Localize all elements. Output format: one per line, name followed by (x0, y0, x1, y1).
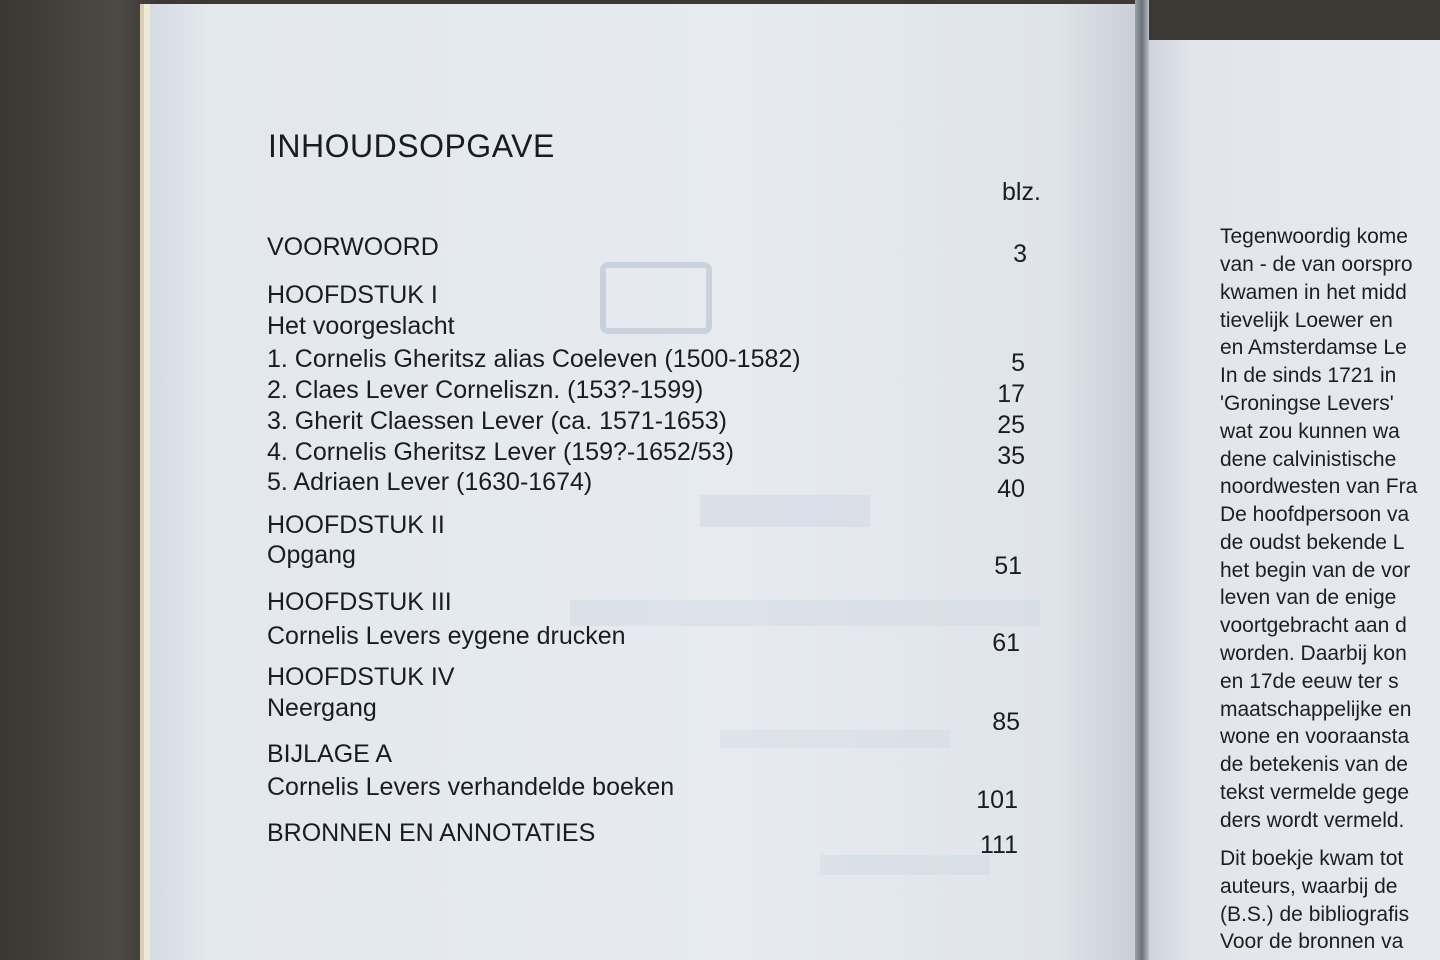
right-page-line: het begin van de vor (1220, 559, 1411, 582)
toc-chapter-title: Opgang (267, 541, 356, 569)
toc-section: 5. Adriaen Lever (1630-1674) (267, 468, 593, 496)
right-page-line: de betekenis van de (1220, 753, 1408, 776)
toc-page-number: 85 (992, 708, 1020, 736)
toc-page-number: 3 (1013, 240, 1027, 268)
right-page-line: en Amsterdamse Le (1220, 336, 1407, 359)
right-page-line: leven van de enige (1220, 586, 1397, 609)
toc-chapter-heading: HOOFDSTUK II (267, 511, 445, 539)
right-page-line: en 17de eeuw ter s (1220, 670, 1399, 693)
show-through-line (720, 730, 950, 748)
right-page-line: voortgebracht aan d (1220, 614, 1407, 637)
right-page-line: de oudst bekende L (1220, 531, 1405, 554)
right-page-line: maatschappelijke en (1220, 698, 1412, 721)
toc-section: 2. Claes Lever Corneliszn. (153?-1599) (267, 376, 704, 404)
show-through-title (700, 495, 870, 527)
toc-chapter-heading: HOOFDSTUK III (267, 588, 452, 616)
right-page-line: kwamen in het midd (1220, 281, 1407, 304)
toc-page-number: 25 (997, 411, 1025, 439)
toc-chapter-title: Neergang (267, 694, 377, 722)
right-page-line: tekst vermelde gege (1220, 781, 1410, 804)
right-page-line: Voor de bronnen va (1220, 930, 1404, 953)
toc-page-number: 51 (994, 552, 1022, 580)
right-page-line: wat zou kunnen wa (1220, 420, 1400, 443)
toc-page-number: 5 (1011, 349, 1025, 377)
right-page-line: auteurs, waarbij de (1220, 875, 1398, 898)
toc-chapter-title: Cornelis Levers eygene drucken (267, 622, 626, 650)
toc-page-number: 17 (997, 380, 1025, 408)
toc-chapter-heading: HOOFDSTUK IV (267, 663, 455, 691)
right-page-line: 'Groningse Levers' (1220, 392, 1394, 415)
toc-section: 3. Gherit Claessen Lever (ca. 1571-1653) (267, 407, 727, 435)
toc-page-number: 101 (976, 786, 1018, 814)
right-page-line: ders wordt vermeld. (1220, 809, 1405, 832)
page-column-header: blz. (1002, 178, 1041, 206)
right-page-line: worden. Daarbij kon (1220, 642, 1407, 665)
toc-chapter-heading: HOOFDSTUK I (267, 281, 438, 309)
show-through-subtitle (570, 600, 1040, 626)
toc-entry-bronnen: BRONNEN EN ANNOTATIES (267, 819, 596, 847)
toc-appendix-heading: BIJLAGE A (267, 740, 393, 768)
right-page-line: Dit boekje kwam tot (1220, 847, 1404, 870)
right-page-line: Tegenwoordig kome (1220, 225, 1408, 248)
right-page-line: wone en vooraansta (1220, 725, 1410, 748)
right-page-line: van - de van oorspro (1220, 253, 1413, 276)
book-gutter (1135, 0, 1149, 960)
toc-page-number: 40 (997, 475, 1025, 503)
right-page-line: In de sinds 1721 in (1220, 364, 1397, 387)
toc-page-number: 111 (979, 831, 1018, 859)
toc-page-number: 35 (997, 442, 1025, 470)
right-page-line: De hoofdpersoon va (1220, 503, 1410, 526)
toc-title: INHOUDSOPGAVE (268, 128, 555, 164)
toc-chapter-title: Het voorgeslacht (267, 312, 455, 340)
toc-section: 4. Cornelis Gheritsz Lever (159?-1652/53) (267, 438, 734, 466)
right-page-line: tievelijk Loewer en (1220, 309, 1393, 332)
right-page-line: noordwesten van Fra (1220, 475, 1418, 498)
right-page-line: (B.S.) de bibliografis (1220, 903, 1410, 926)
show-through-logo (600, 262, 712, 334)
toc-section: 1. Cornelis Gheritsz alias Coeleven (1500-1582) (267, 345, 801, 373)
right-page-line: dene calvinistische (1220, 448, 1397, 471)
toc-page-number: 61 (992, 629, 1020, 657)
toc-entry-voorwoord: VOORWOORD (267, 233, 439, 261)
toc-appendix-title: Cornelis Levers verhandelde boeken (267, 773, 675, 801)
